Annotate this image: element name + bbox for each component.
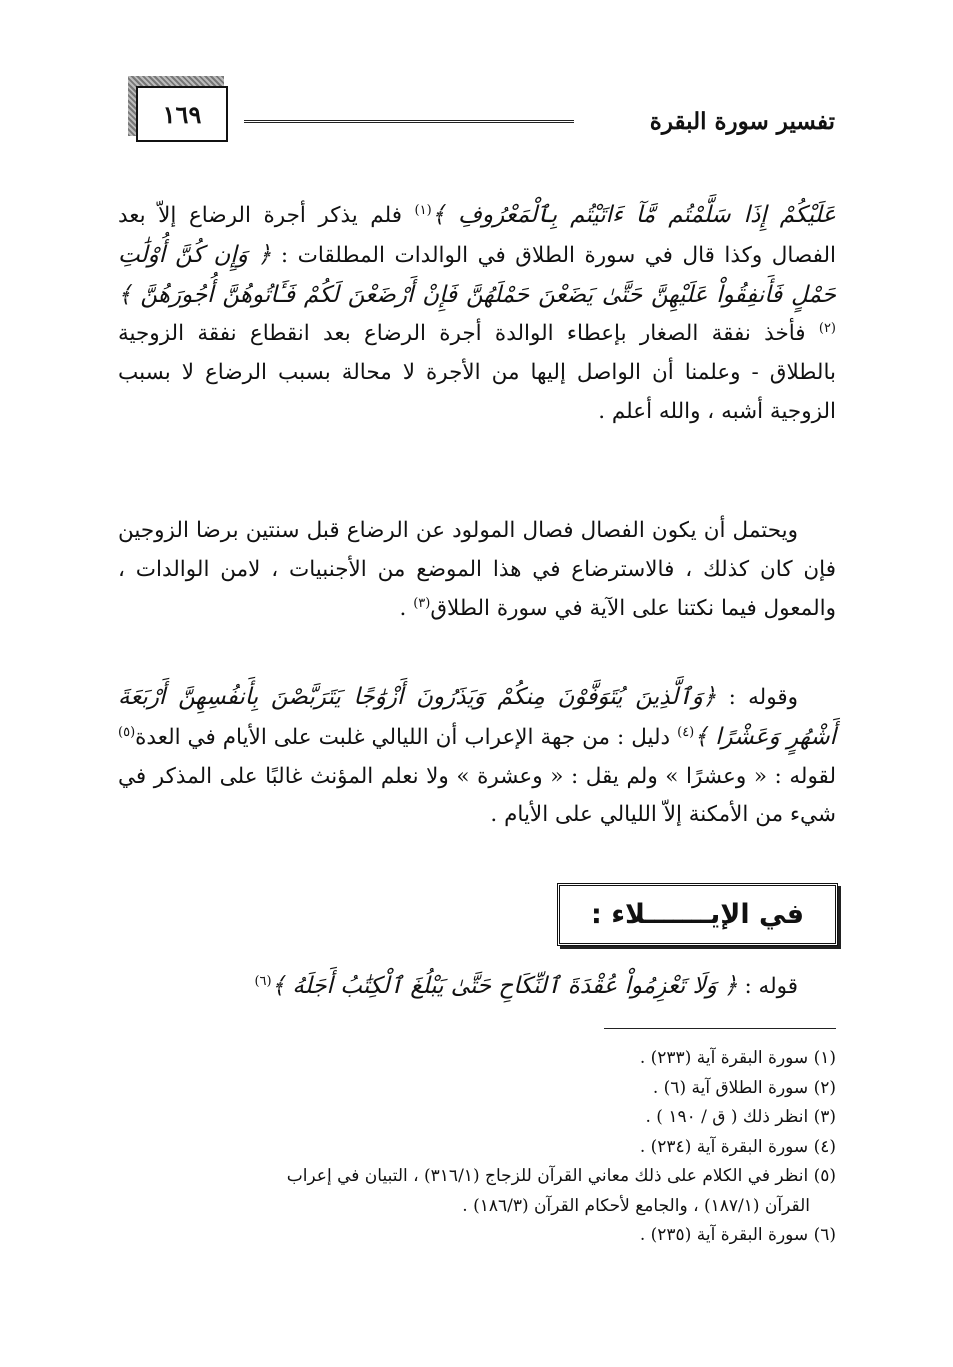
footnotes bbox=[118, 1044, 836, 1251]
footnote-ref-4[interactable]: (٤) bbox=[677, 724, 695, 740]
quran-verse: ﴿ وَإِن كُنَّ أُوْلَٰتِ حَمْلٍ فَأَنفِقُواْ عَلَيْهِنَّ حَتَّىٰ يَضَعْنَ حَمْلَهُنَّ فَإِنْ أَرْضَعْنَ لَكُمْ فَـَٔاتُوهُنَّ أُجُورَهُنَّ ﴾ bbox=[118, 241, 836, 308]
paragraph-text: دليل : من جهة الإعراب أن الليالي غلبت على الأيام في العدة bbox=[135, 724, 678, 750]
footnote-ref-5[interactable]: (٥) bbox=[118, 724, 136, 740]
footnote-separator bbox=[604, 1028, 836, 1029]
paragraph-text: ويحتمل أن يكون الفصال فصال المولود عن الرضاع قبل سنتين برضا الزوجين فإن كان كذلك ، فالاسترضاع في هذا الموضع من الأجنبيات ، لامن الوالدات ، والمعول فيما نكتنا على الآية في سورة الطلاق bbox=[118, 518, 836, 621]
paragraph-2 bbox=[118, 512, 836, 628]
page-number-frame bbox=[128, 76, 230, 146]
header-rule bbox=[244, 120, 574, 123]
paragraph-text: لقوله : « وعشرًا » ولم يقل : « وعشرة » ولا نعلم المؤنث غالبًا على المذكر في شيء من الأمكنة إلاّ الليالي على الأيام . bbox=[118, 763, 836, 828]
page-number: ١٦٩ bbox=[136, 86, 228, 142]
footnote-ref-2[interactable]: (٢) bbox=[818, 321, 836, 337]
section-heading-frame bbox=[557, 883, 838, 946]
paragraph-1 bbox=[118, 196, 836, 432]
paragraph-3 bbox=[118, 678, 836, 835]
footnote-3: (٣) انظر ذلك ( ق / ١٩٠ ) . bbox=[645, 1107, 836, 1127]
footnote-5-continuation: القرآن (١٨٧/١) ، والجامع لأحكام القرآن (١٨٦/٣) . bbox=[462, 1195, 810, 1216]
section-heading: في الإيـــــــلاء : bbox=[591, 899, 804, 930]
paragraph-text: فلم يذكر أجرة الرضاع إلاّ بعد الفصال وكذا قال في سورة الطلاق في الوالدات المطلقات : bbox=[118, 203, 836, 268]
paragraph-text: فأخذ نفقة الصغار بإعطاء الوالدة أجرة الرضاع بعد انقطاع نفقة الزوجية بالطلاق - وعلمنا أن الواصل إليها من الأجرة لا محالة بسبب الرضاع لا بسبب الزوجية أشبه ، والله أعلم . bbox=[118, 321, 836, 424]
footnote-6: (٦) سورة البقرة آية (٢٣٥) . bbox=[639, 1225, 836, 1245]
footnote-ref-3[interactable]: (٣) bbox=[413, 595, 431, 611]
paragraph-text: قوله : bbox=[737, 974, 798, 999]
quran-verse: ﴿ وَلَا تَعْزِمُواْ عُقْدَةَ ٱلنِّكَاحِ حَتَّىٰ يَبْلُغَ ٱلْكِتَٰبُ أَجَلَهُ ﴾ bbox=[271, 973, 738, 999]
quran-verse: ﴿وَٱلَّذِينَ يُتَوَفَّوْنَ مِنكُمْ وَيَذَرُونَ أَزْوَٰجًا يَتَرَبَّصْنَ بِأَنفُسِهِنَّ أَرْبَعَةَ أَشْهُرٍ وَعَشْرًا ﴾ bbox=[118, 684, 836, 750]
footnote-2: (٢) سورة الطلاق آية (٦) . bbox=[652, 1077, 836, 1098]
footnote-1: (١) سورة البقرة آية (٢٣٣) . bbox=[639, 1048, 836, 1068]
footnote-4: (٤) سورة البقرة آية (٢٣٤) . bbox=[639, 1136, 836, 1157]
footnote-5: (٥) انظر في الكلام على ذلك معاني القرآن للزجاج (٣١٦/١) ، التبيان في إعراب bbox=[286, 1166, 836, 1186]
running-header-title: تفسير سورة البقرة bbox=[649, 108, 835, 135]
quran-verse: عَلَيْكُمْ إِذَا سَلَّمْتُم مَّآ ءَاتَيْتُم بِٱلْمَعْرُوفِ ﴾ bbox=[431, 202, 836, 228]
footnote-ref-1[interactable]: (١) bbox=[414, 202, 432, 218]
paragraph-text: وقوله : bbox=[716, 685, 798, 710]
paragraph-text: . bbox=[399, 595, 414, 621]
paragraph-4 bbox=[118, 967, 836, 1007]
footnote-ref-6[interactable]: (٦) bbox=[254, 973, 272, 989]
